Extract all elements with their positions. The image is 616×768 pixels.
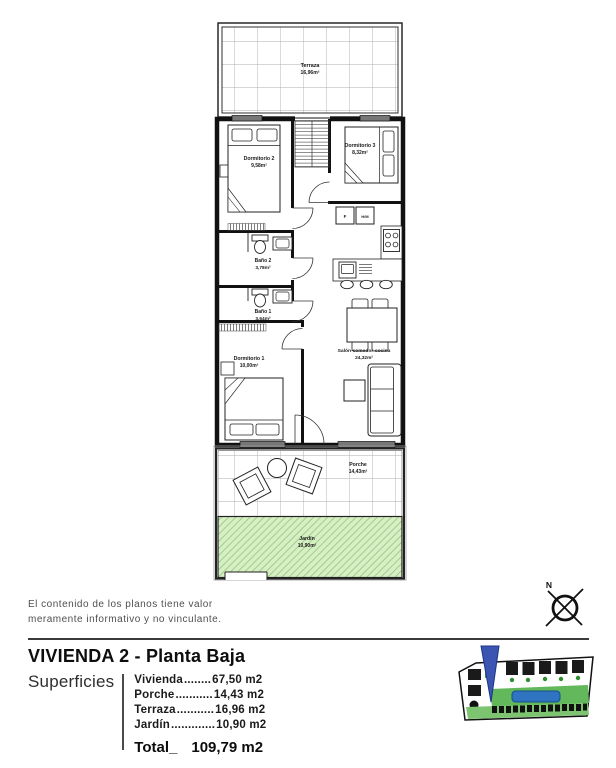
porche-area: 14,43m² bbox=[348, 469, 368, 475]
north-label: N bbox=[545, 580, 553, 590]
dots-leader: ........... bbox=[175, 689, 213, 701]
total-value: 109,79 m2 bbox=[191, 739, 264, 756]
sink-icon bbox=[273, 237, 292, 250]
dormitorio1-area: 10,00m² bbox=[239, 363, 259, 369]
oven-label: H/M bbox=[361, 214, 369, 219]
area-list bbox=[134, 672, 266, 756]
bano1-label: Baño 1 bbox=[254, 309, 272, 315]
window bbox=[240, 442, 285, 448]
area-row-porche bbox=[134, 688, 266, 703]
bed-icon bbox=[225, 378, 283, 440]
site-pool bbox=[512, 691, 560, 702]
superficies-block bbox=[28, 672, 266, 756]
salon-area: 24,32m² bbox=[355, 356, 373, 361]
room-jardin bbox=[218, 517, 402, 581]
bano2-label: Baño 2 bbox=[254, 258, 272, 264]
bano2-area: 3,78m² bbox=[255, 266, 271, 271]
garden-gate bbox=[225, 572, 267, 580]
window bbox=[338, 442, 395, 448]
disclaimer-text bbox=[28, 597, 258, 627]
disclaimer-line2: meramente informativo y no vinculante. bbox=[28, 614, 222, 625]
dormitorio3-label: Dormitorio 3 bbox=[344, 143, 376, 149]
dormitorio3-area: 8,32m² bbox=[352, 150, 368, 156]
terraza-area: 16,96m² bbox=[300, 70, 320, 76]
patio-table-icon bbox=[268, 459, 287, 478]
room-dormitorio3 bbox=[345, 127, 398, 183]
jardin-label: Jardín bbox=[299, 536, 315, 542]
dormitorio2-area: 9,58m² bbox=[251, 163, 267, 169]
room-dormitorio2 bbox=[220, 125, 280, 212]
page-title: VIVIENDA 2 - Planta Baja bbox=[28, 646, 246, 666]
site-plan-minimap bbox=[452, 645, 604, 740]
room-terraza bbox=[218, 23, 402, 117]
area-label: Jardín bbox=[134, 719, 171, 731]
floor-plan-drawing bbox=[211, 18, 407, 590]
area-label: Terraza bbox=[134, 704, 176, 716]
terraza-label: Terraza bbox=[300, 63, 320, 69]
sofa-icon bbox=[368, 364, 401, 436]
sink-icon bbox=[273, 290, 292, 303]
compass-icon bbox=[536, 578, 592, 634]
dots-leader: ........ bbox=[184, 674, 212, 686]
area-row-vivienda bbox=[134, 673, 266, 688]
area-value: 10,90 m2 bbox=[216, 719, 267, 731]
jardin-area: 10,90m² bbox=[297, 543, 317, 549]
area-value: 16,96 m2 bbox=[215, 704, 266, 716]
bano1-area: 3,64m² bbox=[255, 317, 271, 322]
dots-leader: ........... bbox=[176, 704, 215, 716]
wardrobe-icon bbox=[228, 224, 265, 231]
area-label: Vivienda bbox=[134, 674, 183, 686]
stove-icon bbox=[384, 230, 400, 252]
area-row-jardin bbox=[134, 718, 266, 733]
bar-stools bbox=[341, 280, 393, 288]
area-value: 67,50 m2 bbox=[212, 674, 263, 686]
room-porche bbox=[218, 451, 402, 517]
window bbox=[232, 116, 262, 122]
superficies-label: Superficies bbox=[28, 672, 115, 691]
footer-divider-line bbox=[28, 638, 589, 640]
area-row-terraza bbox=[134, 703, 266, 718]
superficies-divider bbox=[122, 674, 124, 750]
nightstand-icon bbox=[221, 362, 234, 375]
area-value: 14,43 m2 bbox=[213, 689, 265, 701]
salon-label: Salón-comedor-cocina bbox=[337, 349, 391, 354]
dormitorio2-label: Dormitorio 2 bbox=[243, 156, 275, 162]
wardrobe-icon bbox=[219, 324, 266, 331]
total-label: Total_ bbox=[134, 739, 178, 756]
porche-label: Porche bbox=[349, 462, 367, 468]
fridge-label: F bbox=[343, 214, 347, 219]
area-label: Porche bbox=[134, 689, 175, 701]
coffee-table-icon bbox=[344, 380, 365, 401]
disclaimer-line1: El contenido de los planos tiene valor bbox=[28, 599, 213, 610]
stairs-icon bbox=[295, 121, 329, 167]
dots-leader: ............. bbox=[171, 719, 216, 731]
window bbox=[360, 116, 390, 122]
dormitorio1-label: Dormitorio 1 bbox=[233, 356, 265, 362]
total-row bbox=[134, 739, 266, 756]
site-units-top bbox=[506, 660, 584, 675]
